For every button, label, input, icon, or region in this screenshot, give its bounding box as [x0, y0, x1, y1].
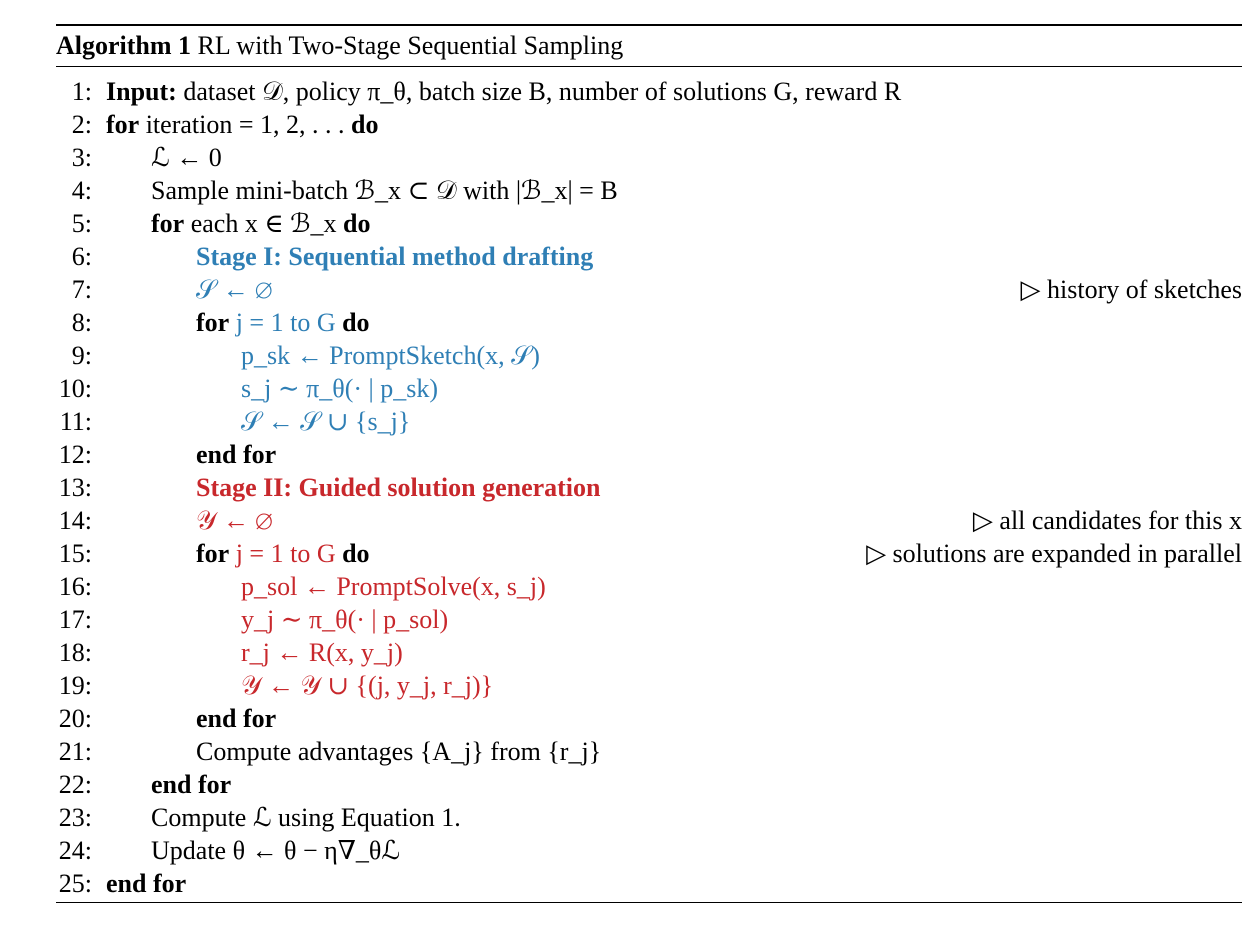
line-number: 12: [58, 440, 92, 469]
algorithm-block [56, 24, 1242, 903]
line-number: 11: [59, 407, 92, 436]
do-keyword: do [351, 110, 379, 139]
line-number: 13: [58, 473, 92, 502]
line-text: Compute ℒ using Equation 1. [151, 803, 461, 832]
line-9 [56, 339, 1242, 372]
line-comment: ▷ history of sketches [1020, 275, 1242, 304]
line-number: 14: [58, 506, 92, 535]
line-25 [56, 867, 1242, 900]
line-text: 𝒮 ← 𝒮 ∪ {s_j} [241, 407, 411, 436]
do-keyword: do [342, 539, 370, 568]
line-number: 17: [58, 605, 92, 634]
line-number: 24: [58, 836, 92, 865]
algorithm-lines [56, 67, 1242, 900]
stage-two-heading: Stage II: Guided solution generation [196, 473, 601, 502]
end-for-keyword: end for [151, 770, 232, 799]
line-8 [56, 306, 1242, 339]
line-text: 𝒴 ← 𝒴 ∪ {(j, y_j, r_j)} [241, 671, 494, 700]
line-10 [56, 372, 1242, 405]
line-text: p_sol ← PromptSolve(x, s_j) [241, 572, 546, 601]
line-code [151, 207, 370, 240]
line-2 [56, 108, 1242, 141]
line-number: 9: [71, 341, 92, 370]
for-keyword: for [196, 308, 230, 337]
line-14 [56, 504, 1242, 537]
line-number: 20: [58, 704, 92, 733]
line-text: each x ∈ ℬ_x [190, 209, 337, 238]
line-number: 2: [71, 110, 92, 139]
end-for-keyword: end for [196, 704, 277, 733]
stage-one-heading: Stage I: Sequential method drafting [196, 242, 594, 271]
line-23 [56, 801, 1242, 834]
algorithm-label: Algorithm 1 [56, 31, 192, 60]
line-number: 8: [71, 308, 92, 337]
line-text: iteration = 1, 2, . . . [145, 110, 345, 139]
line-number: 25: [58, 869, 92, 898]
line-code [196, 306, 370, 339]
line-number: 15: [58, 539, 92, 568]
line-text: Compute advantages {A_j} from {r_j} [196, 737, 602, 766]
line-7 [56, 273, 1242, 306]
line-number: 4: [71, 176, 92, 205]
line-text: 𝒮 ← ∅ [196, 275, 273, 304]
line-3 [56, 141, 1242, 174]
line-comment: ▷ all candidates for this x [972, 506, 1242, 535]
end-for-keyword: end for [106, 869, 187, 898]
line-number: 3: [71, 143, 92, 172]
line-number: 21: [58, 737, 92, 766]
line-text: ℒ ← 0 [151, 143, 222, 172]
line-text: p_sk ← PromptSketch(x, 𝒮) [241, 341, 540, 370]
do-keyword: do [342, 308, 370, 337]
line-number: 23: [58, 803, 92, 832]
line-number: 10: [58, 374, 92, 403]
line-text: s_j ∼ π_θ(· | p_sk) [241, 374, 439, 403]
for-keyword: for [196, 539, 230, 568]
line-12 [56, 438, 1242, 471]
line-13 [56, 471, 1242, 504]
line-number: 18: [58, 638, 92, 667]
line-code [196, 537, 370, 570]
line-22 [56, 768, 1242, 801]
line-text: j = 1 to G [235, 308, 336, 337]
line-text: Update θ ← θ − η∇_θℒ [151, 836, 401, 865]
line-24 [56, 834, 1242, 867]
line-18 [56, 636, 1242, 669]
line-number: 5: [71, 209, 92, 238]
line-1 [56, 75, 1242, 108]
line-number: 7: [71, 275, 92, 304]
line-text: y_j ∼ π_θ(· | p_sol) [241, 605, 449, 634]
line-16 [56, 570, 1242, 603]
line-21 [56, 735, 1242, 768]
line-5 [56, 207, 1242, 240]
line-20 [56, 702, 1242, 735]
line-15 [56, 537, 1242, 570]
line-text: dataset 𝒟, policy π_θ, batch size B, number of solutions G, reward R [183, 77, 902, 106]
algorithm-caption [56, 26, 1242, 66]
end-for-keyword: end for [196, 440, 277, 469]
line-text: 𝒴 ← ∅ [196, 506, 273, 535]
line-4 [56, 174, 1242, 207]
line-number: 6: [71, 242, 92, 271]
algorithm-title: RL with Two-Stage Sequential Sampling [197, 31, 624, 60]
line-comment: ▷ solutions are expanded in parallel [866, 539, 1242, 568]
line-17 [56, 603, 1242, 636]
line-number: 19: [58, 671, 92, 700]
line-19 [56, 669, 1242, 702]
line-number: 22: [58, 770, 92, 799]
line-11 [56, 405, 1242, 438]
line-number: 16: [58, 572, 92, 601]
line-number: 1: [71, 77, 92, 106]
do-keyword: do [343, 209, 371, 238]
line-text: Sample mini-batch ℬ_x ⊂ 𝒟 with |ℬ_x| = B [151, 176, 618, 205]
for-keyword: for [106, 110, 140, 139]
line-code [106, 108, 378, 141]
line-text: j = 1 to G [235, 539, 336, 568]
input-keyword: Input: [106, 77, 177, 106]
line-text: r_j ← R(x, y_j) [241, 638, 403, 667]
for-keyword: for [151, 209, 185, 238]
line-code [106, 75, 901, 108]
line-6 [56, 240, 1242, 273]
bottom-rule [56, 902, 1242, 903]
